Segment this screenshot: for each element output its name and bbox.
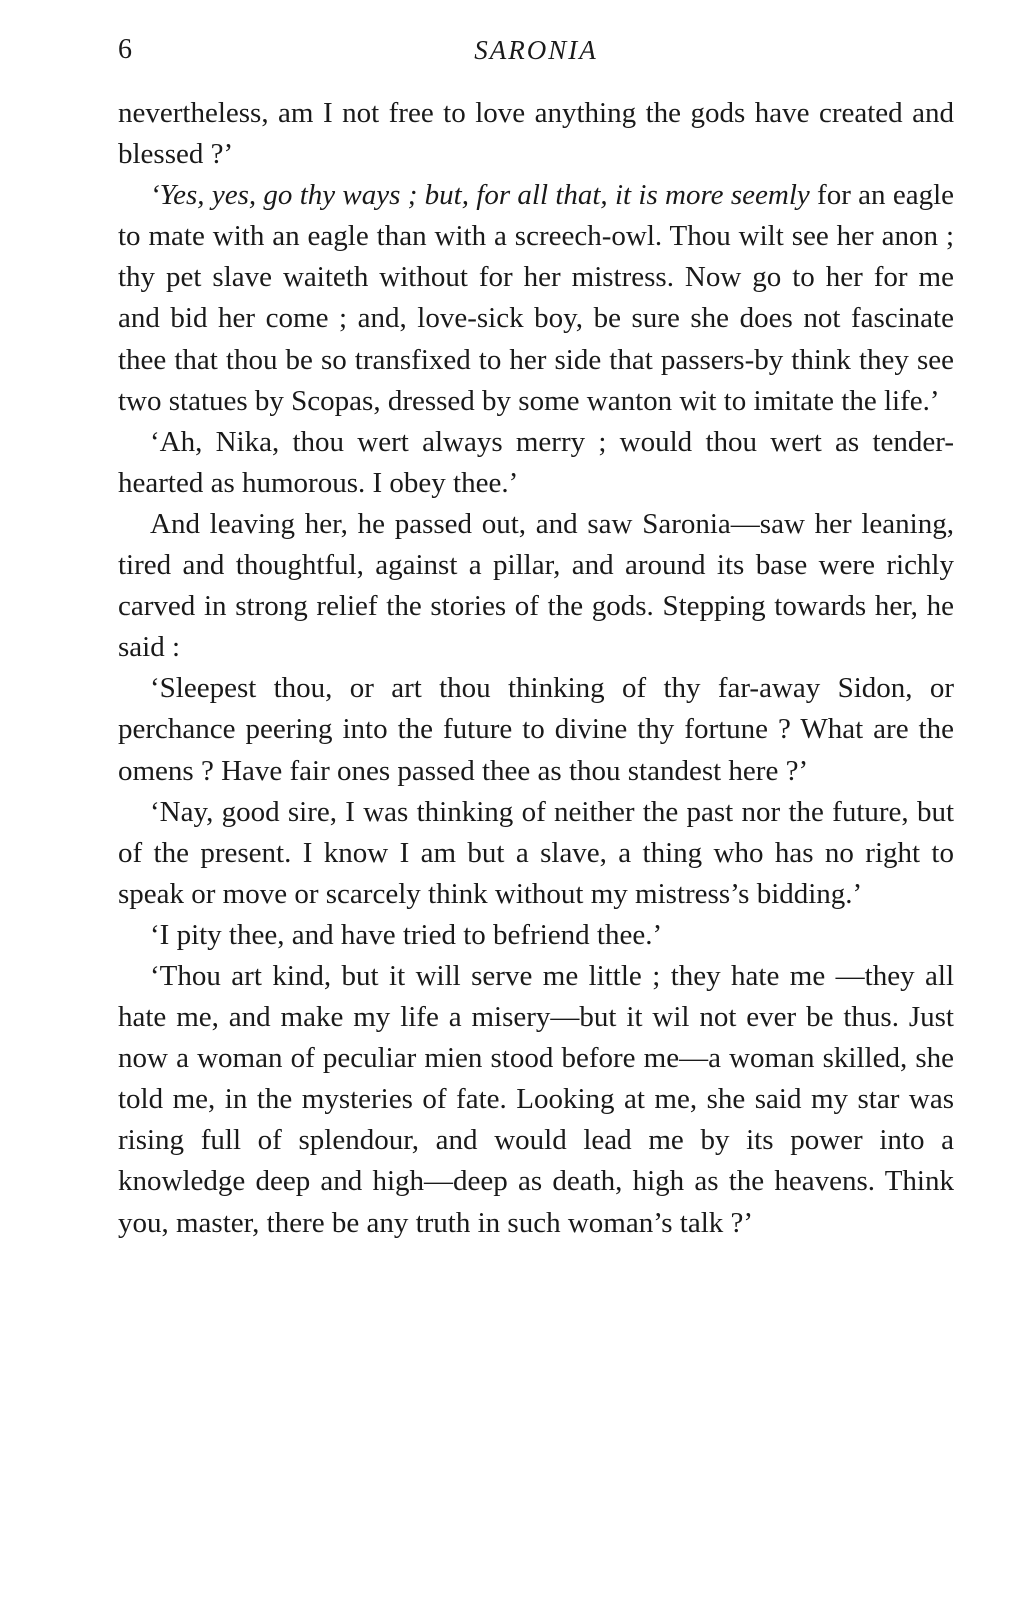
paragraph-1: nevertheless, am I not free to love anything the gods have created and blessed ?’: [118, 97, 954, 171]
paragraph-2: [118, 175, 954, 422]
running-title: SARONIA: [474, 35, 598, 65]
paragraph-5: ‘Sleepest thou, or art thou thinking of thy far-away Sidon, or perchance peering into the future to divine thy fortune ? What are the omens ? Have fair ones passed thee as thou standest here ?’: [118, 672, 954, 787]
paragraph-8: ‘Thou art kind, but it will serve me little ; they hate me —they all hate me, and make my life a misery—but it wil not ever be thus. Just now a woman of peculiar mien stood before me—a woman skilled, she told me, in the mysteries of fate. Looking at me, she said my star was rising full of splendour, and would lead me by its power into a knowledge deep and high—deep as death, high as the heavens. Think you, master, there be any truth in such woman’s talk ?’: [118, 959, 954, 1239]
paragraph-2-italic-run: ‘Yes, yes, go thy ways ; but, for all that, it is more seemly: [150, 179, 810, 212]
page-number: 6: [118, 34, 132, 65]
page-header: [118, 30, 954, 70]
paragraph-7: ‘I pity thee, and have tried to befriend thee.’: [150, 918, 663, 951]
paragraph-6: ‘Nay, good sire, I was thinking of neither the past nor the future, but of the present. I know I am but a slave, a thing who has no right to speak or move or scarcely think without my mistress’s bidding.’: [118, 795, 954, 910]
paragraph-3: ‘Ah, Nika, thou wert always merry ; would thou wert as tender-hearted as humorous. I obey thee.’: [118, 425, 954, 499]
paragraph-4: And leaving her, he passed out, and saw Saronia—saw her leaning, tired and thoughtful, against a pillar, and around its base were richly carved in strong relief the stories of the gods. Stepping towards her, he said :: [118, 507, 954, 664]
body-text: [118, 93, 954, 1244]
paragraph-2-roman-run: for an eagle to mate with an eagle than with a screech-owl. Thou wilt see her anon ; thy pet slave waiteth without for her mistress. Now go to her for me and bid her come ; and, love-sick boy, be sure she does not fascinate thee that thou be so transfixed to her side that passers-by think they see two statues by Scopas, dressed by some wanton wit to imitate the life.’: [118, 179, 955, 417]
